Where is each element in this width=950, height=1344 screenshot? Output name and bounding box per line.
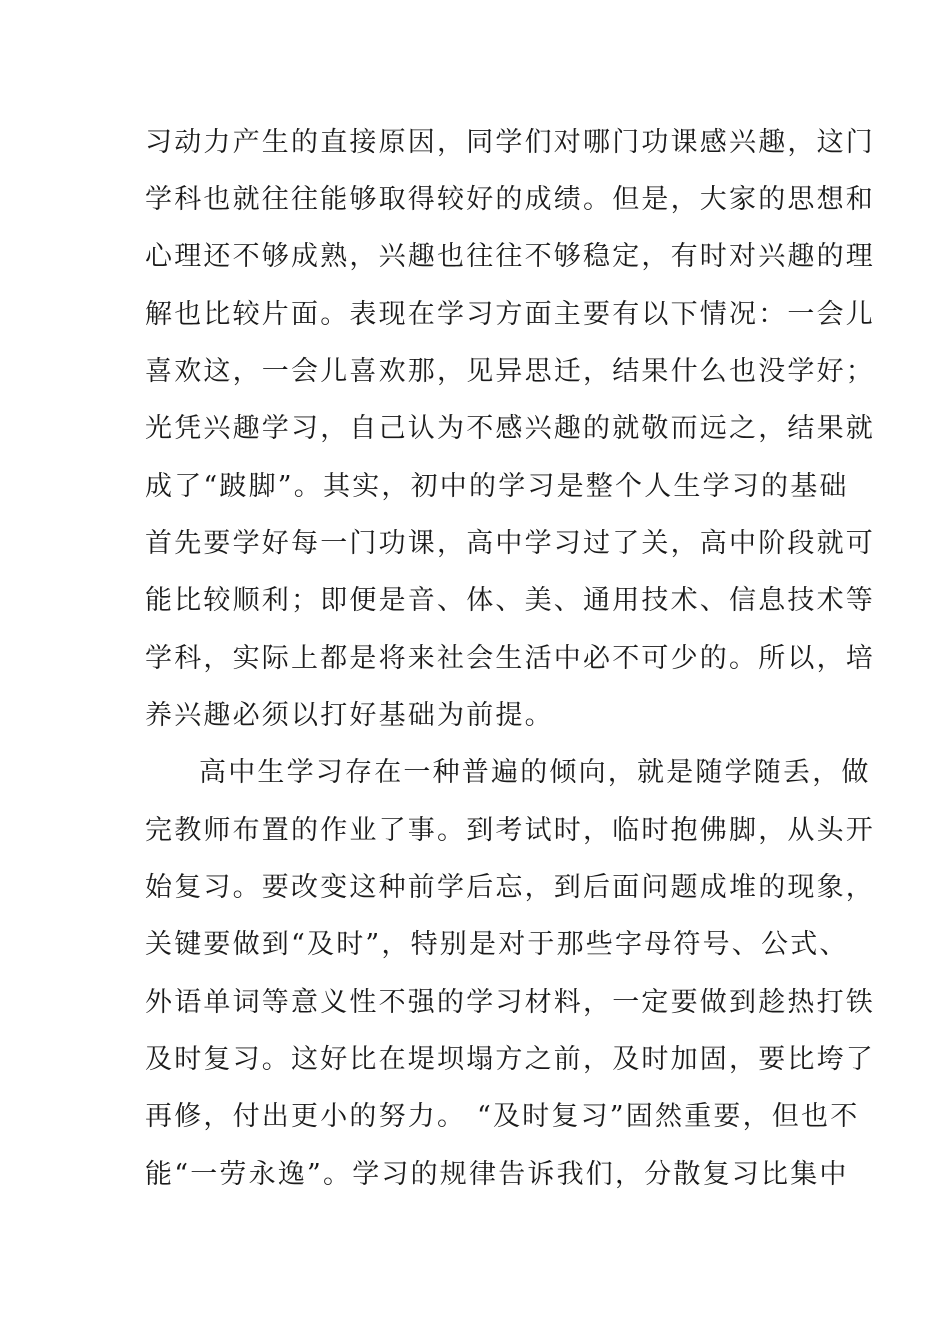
text-line: 完教师布置的作业了事。到考试时，临时抱佛脚，从头开 xyxy=(145,815,875,846)
text-line: 喜欢这，一会儿喜欢那，见异思迁，结果什么也没学好； xyxy=(145,356,875,387)
text-line: 心理还不够成熟，兴趣也往往不够稳定，有时对兴趣的理 xyxy=(145,241,875,272)
paragraph-first-line: 高中生学习存在一种普遍的倾向，就是随学随丢，做 xyxy=(199,757,871,788)
text-line: 成了“跛脚”。其实，初中的学习是整个人生学习的基础 xyxy=(145,471,849,502)
text-line: 再修，付出更小的努力。 “及时复习”固然重要，但也不 xyxy=(145,1101,860,1132)
text-line: 学科，实际上都是将来社会生活中必不可少的。所以，培 xyxy=(145,643,875,674)
text-line: 能比较顺利；即便是音、体、美、通用技术、信息技术等 xyxy=(145,585,875,616)
text-line: 习动力产生的直接原因，同学们对哪门功课感兴趣，这门 xyxy=(145,127,875,158)
text-line: 始复习。要改变这种前学后忘，到后面问题成堆的现象， xyxy=(145,872,875,903)
text-line: 能“一劳永逸”。学习的规律告诉我们，分散复习比集中 xyxy=(145,1159,849,1190)
text-line: 及时复习。这好比在堤坝塌方之前，及时加固，要比垮了 xyxy=(145,1044,875,1075)
text-line: 关键要做到“及时”，特别是对于那些字母符号、公式、 xyxy=(145,929,849,960)
text-line: 解也比较片面。表现在学习方面主要有以下情况：一会儿 xyxy=(145,299,875,330)
text-line: 首先要学好每一门功课，高中学习过了关，高中阶段就可 xyxy=(145,528,875,559)
text-line: 外语单词等意义性不强的学习材料，一定要做到趁热打铁 xyxy=(145,987,875,1018)
text-line: 光凭兴趣学习，自己认为不感兴趣的就敬而远之，结果就 xyxy=(145,413,875,444)
text-line: 养兴趣必须以打好基础为前提。 xyxy=(145,700,554,731)
text-line: 学科也就往往能够取得较好的成绩。但是，大家的思想和 xyxy=(145,184,875,215)
